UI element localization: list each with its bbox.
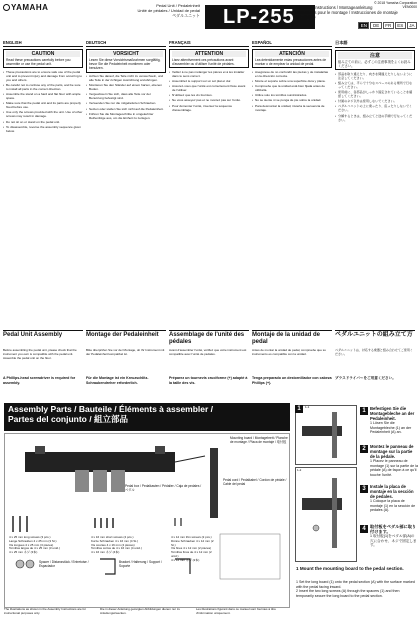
- caution-text: Read these precautions carefully before you assemble or use the pedal unit.: [6, 58, 71, 67]
- pedal-box-shape: [25, 452, 175, 472]
- parts-drawing: [5, 434, 291, 609]
- screw-line: Dünne Schrauben 4 x 12 mm (2 St.): [171, 538, 214, 547]
- screwdriver-note: A Phillips-head screwdriver is required for assembly.: [3, 376, 76, 385]
- screw-line: 4 x 25 mm ネジ (3本): [9, 550, 38, 555]
- spacer-shape: [26, 560, 34, 568]
- caution-bullet: • 使用前に、各部品がしっかり固定されていることを確認してください。: [335, 90, 415, 98]
- assembly-section-body: Bitte überprüfen Sie vor der Montage, ob Ihr Instrument mit der Pedaleinheit kompatibel ist.: [86, 348, 165, 356]
- footnote-de: Die in dieser Anleitung gezeigten Abbildungen dienen nur zu Anleitungszwecken.: [100, 607, 181, 615]
- spacer-shape: [16, 560, 24, 568]
- screw-line: Tornillos largos de 4 x 25 mm (3 unid.): [9, 546, 60, 551]
- lang-tab-es[interactable]: ES: [395, 22, 406, 29]
- screw-line: Vis courtes 4 x 16 mm (4 pièces): [91, 542, 135, 547]
- screwdriver-note: Tenga preparado un destornillador con cabeza Phillips (+).: [252, 376, 332, 385]
- step4-number: 4: [360, 525, 368, 533]
- column-language-heading: ENGLISH: [3, 40, 83, 47]
- subtitle-line: Pedal Unit / Pedaleinheit: [156, 3, 200, 8]
- cord-line: [175, 456, 205, 462]
- assembly-section-body: Before assembling the pedal unit, please check that the instrument you own is compatible with the pedal unit. Assemble the pedal unit on the floor.: [3, 348, 77, 360]
- lang-tab-fr[interactable]: FR: [383, 22, 394, 29]
- model-number: LP-255: [205, 5, 315, 29]
- lang-tab-en[interactable]: EN: [358, 22, 369, 29]
- pedal-cord-label: Pedal cord / Pedalkabel / Cordon de pédale / Cable del pedal: [223, 478, 287, 486]
- step1-1-figure: [295, 405, 357, 465]
- caution-box: [86, 49, 166, 73]
- caution-bullet: • Be careful not to confuse any of the parts, and be sure to install all parts in the correct direction.: [3, 83, 83, 91]
- pedal-middle: [93, 470, 107, 492]
- tuning-fork-icon: [3, 4, 10, 11]
- step1-2-figure: [295, 467, 357, 562]
- screwdriver-note: Préparez un tournevis cruciforme (+) adapté à la taille des vis.: [169, 376, 248, 385]
- step1-2-drawing: [296, 468, 358, 563]
- caution-title: ATTENTION: [172, 51, 246, 57]
- assembly-section-title: Assemblage de l'unité des pédales: [169, 330, 249, 346]
- step3-number: 3: [360, 485, 368, 493]
- step4-heading: 取付板をペダル部に取り付けます。: [370, 524, 417, 534]
- screwdriver-note: プラスドライバーをご用意ください。: [335, 376, 396, 380]
- mount-step-line: 2 Insert the two long screws (A) through the spacers (1) and then temporarily secure the long board to the pedal section.: [296, 589, 400, 598]
- caution-bullet: • Assemble the stand on a hard and flat floor with ample space.: [3, 92, 83, 100]
- column-language-heading: 日本語: [335, 40, 415, 48]
- caution-bullet: • Veillez à ne pas mélanger les pièces et à les installer dans le sens correct.: [169, 70, 249, 78]
- step2-number: 2: [360, 445, 368, 453]
- step1-2-label: 1-2: [297, 468, 302, 472]
- screw-line: 4 x 12 mm thin screws (2 pcs.): [171, 535, 212, 539]
- assembly-section-title: ペダルユニットの組み立て方: [335, 330, 415, 339]
- step1-instruction: 1 Lösen Sie die Montagebleche (1) an der Pedaleinheit (A) an.: [370, 421, 412, 435]
- screw-line: Tornillos cortos de 4 x 16 mm (4 unid.): [91, 546, 142, 551]
- title-line: Instructions pour le montage / Instrucciones de montaje: [295, 10, 398, 15]
- step2-heading: Montez le panneau de montage sur la partie de la pédale.: [370, 444, 414, 459]
- thin-screws-label: [171, 536, 219, 563]
- lang-tab-de[interactable]: DE: [370, 22, 381, 29]
- thin-screws: [175, 518, 181, 526]
- document-reference: [374, 1, 417, 9]
- pedal-foot-right: [155, 446, 165, 454]
- column-language-heading: FRANÇAIS: [169, 40, 249, 47]
- step2-text: [370, 444, 418, 477]
- caution-bullet: • To disassemble, reverse the assembly sequence given below.: [3, 125, 83, 133]
- bracket-shape: [100, 559, 115, 574]
- screw-line: Lange Schrauben 4 x 25 mm (3 St.): [9, 538, 57, 543]
- caution-bullet: • Setzen oder stellen Sie sich nicht auf die Pedaleinheit.: [86, 107, 166, 111]
- caution-bullet: • 付属のネジ以外は使用しないでください。: [335, 99, 415, 103]
- step4-text: [370, 524, 418, 548]
- caution-bullet: • Assemblez le support sur un sol plat et dur.: [169, 79, 249, 83]
- caution-box: [3, 49, 83, 68]
- screwdriver-note: Für die Montage ist ein Kreuzschlitz-Schraubendreher erforderlich.: [86, 376, 149, 385]
- subtitle-line: ペダルユニット: [172, 13, 200, 18]
- mounting-board-shape: [210, 448, 218, 518]
- long-board-inset: [220, 534, 280, 579]
- assembly-section-title: Montage der Pedaleinheit: [86, 330, 166, 339]
- language-tabs: [358, 22, 417, 29]
- caution-bullet: • Para desmontar la unidad, invierta la secuencia de montaje.: [252, 104, 332, 112]
- screw-line: Vis longues 4 x 25 mm (3 pièces): [9, 542, 54, 547]
- pedal-foot-left: [35, 446, 45, 454]
- screw-line: Kurze Schrauben 4 x 16 mm (4 St.): [91, 538, 139, 543]
- assembly-section-body: ペダルユニットは、対応する楽器と組み合わせてご使用ください。: [335, 348, 413, 356]
- column-1: [86, 40, 166, 120]
- caution-box: [169, 49, 249, 68]
- column-0: [3, 40, 83, 133]
- mount-step-text: [296, 580, 418, 598]
- caution-bullet: • Achten Sie darauf, die Teile nicht zu verwechseln, und alle Teile in der richtigen Ausrichtung anzubringen.: [86, 74, 166, 82]
- product-subtitles: [90, 3, 200, 18]
- column-2: [169, 40, 249, 112]
- caution-title: ATENCIÓN: [255, 51, 329, 57]
- step1-1-drawing: [296, 406, 358, 466]
- title-line: Assembly Instructions / Montageanleitung: [295, 5, 373, 10]
- assembly-section-title: Pedal Unit Assembly: [3, 330, 83, 339]
- lang-tab-ja[interactable]: JA: [407, 22, 417, 29]
- caution-bullet: • 組み立ては、平らで十分なスペースのある場所で行なってください。: [335, 81, 415, 89]
- caution-box: [335, 50, 415, 70]
- footnote-en: The illustrations as shown in the Assembly Instructions are for instructional purposes only.: [4, 607, 87, 615]
- step3-text: [370, 484, 418, 513]
- screw-line: 4 x 25 mm long screws (3 pcs.): [9, 535, 51, 539]
- parts-title-line: Assembly Parts / Bauteile / Éléments à assembler /: [8, 404, 214, 414]
- assembly-section-body: Avant d'assembler l'unité, vérifiez que votre instrument est compatible avec l'unité de pédales.: [169, 348, 247, 356]
- step4-instruction: 1 取付板(1)をペダル部(A)の穴に合わせ、ネジで固定します。: [370, 534, 417, 548]
- parts-illustration: [4, 433, 290, 608]
- column-language-heading: ESPAÑOL: [252, 40, 332, 47]
- parts-title: [4, 403, 290, 431]
- caution-bullet: • Monte el soporte sobre una superficie dura y plana.: [252, 79, 332, 83]
- spacer-label: Spacer / Distanzstück / Entretoise / Espaciador: [39, 560, 89, 568]
- logo-text: YAMAHA: [11, 3, 49, 12]
- caution-bullet: • Asegúrese de no confundir las piezas y de instalarlas en la dirección correcta.: [252, 70, 332, 78]
- screw-line: Vis fines 4 x 12 mm (2 pièces): [171, 546, 212, 551]
- step3-instruction: 1 Coloque la placa de montaje (1) en la sección de pedales (A).: [370, 499, 416, 513]
- caution-bullet: • Utilice solo los tornillos suministrados.: [252, 93, 332, 97]
- caution-text: Lesen Sie diese Vorsichtsmaßnahmen sorgfältig, bevor Sie die Pedaleinheit montieren oder benutzen.: [89, 58, 161, 71]
- step1-text: [370, 406, 418, 435]
- caution-bullet: • These precautions are to ensure safe use of the pedal unit and to prevent injury and damage from occurring to you and others.: [3, 70, 83, 82]
- caution-bullet: • Montieren Sie den Ständer auf einem harten, ebenen Boden.: [86, 83, 166, 91]
- pedal-box-label: Pedal box / Pedalkasten / Pédalier / Caja de pedales / ペダル: [125, 484, 202, 492]
- parts-title-line: Partes del conjunto / 組立部品: [8, 413, 128, 424]
- step1-1-label: 1-1: [305, 405, 310, 409]
- step1-number: 1: [295, 405, 303, 413]
- footnote-fr: Les illustrations figurant dans ce manuel sont fournies à titre d'information uniquement.: [196, 607, 276, 615]
- step1-header-number: 1: [360, 407, 368, 415]
- pedal-right: [111, 470, 125, 492]
- caution-bullet: • Führen Sie die Montageschritte in umgekehrter Reihenfolge aus, um die Einheit zu zerlegen.: [86, 112, 166, 120]
- screw-line: Tornillos finos de 4 x 12 mm (2 unid.): [171, 550, 212, 558]
- caution-bullet: • Ne vous asseyez pas et ne montez pas sur l'unité.: [169, 98, 249, 102]
- mount-step-title: 1 Mount the mounting board to the pedal section.: [296, 566, 404, 571]
- caution-bullet: • Vergewissern Sie sich, dass alle Teile vor der Benutzung befestigt sind.: [86, 92, 166, 100]
- assembly-section-body: Antes de montar la unidad de pedal, compruebe que su instrumento es compatible con la unidad.: [252, 348, 326, 356]
- bracket-label: Bracket / Halterung / Support / Soporte: [119, 560, 162, 568]
- step2-instruction: 1 Placez le panneau de montage (1) sur la partie de la pédale (A) de façon à ce qu'il touche l'unité.: [370, 459, 418, 477]
- docref-line: © 2018 Yamaha Corporation: [374, 1, 417, 5]
- screw-line: 4 x 12 mm ネジ (2本): [171, 557, 200, 562]
- caution-text: 組み立ての前に、必ずこの注意事項をよくお読みください。: [338, 60, 411, 69]
- assembly-section-title: Montaje de la unidad de pedal: [252, 330, 332, 346]
- subtitle-line: Unité de pédales / Unidad de pedal: [137, 8, 200, 13]
- caution-title: CAUTION: [6, 51, 80, 57]
- header: [0, 0, 420, 36]
- caution-bullet: • N'utilisez que les vis fournies.: [169, 93, 249, 97]
- caution-bullet: • 部品を取り違えたり、向きを間違えたりしないように注意してください。: [335, 72, 415, 80]
- step3-heading: Instale la placa de montaje en la sección de pedales.: [370, 484, 414, 499]
- caution-bullet: • Verwenden Sie nur die mitgelieferten Schrauben.: [86, 101, 166, 105]
- pedal-left: [75, 470, 89, 492]
- long-screws-label: [9, 536, 89, 555]
- long-screws: [13, 516, 27, 532]
- caution-bullet: • Pour démonter l'unité, inversez la séquence d'assemblage.: [169, 104, 249, 112]
- caution-bullet: • Do not sit on or stand on the pedal unit.: [3, 120, 83, 124]
- short-screws-label: [91, 536, 171, 555]
- caution-box: [252, 49, 332, 68]
- column-4: [335, 40, 415, 122]
- caution-bullet: • Use only the screws provided with the unit. Use of other screws may result in damage.: [3, 110, 83, 118]
- short-screws: [95, 518, 113, 528]
- mount-step-line: 1 Set the long board (1) onto the pedal section (A) with the surface marked with the pedal facing inward.: [296, 580, 415, 589]
- yamaha-logo: [3, 3, 48, 12]
- caution-text: Lisez attentivement ces précautions avant d'assembler ou d'utiliser l'unité de pédales.: [172, 58, 235, 67]
- caution-title: VORSICHT: [89, 51, 163, 57]
- docref-line: VEN0000: [402, 5, 417, 9]
- screw-line: 4 x 16 mm ネジ (4本): [91, 550, 120, 555]
- title-line: 組立説明書: [295, 15, 316, 20]
- caution-bullet: • Compruebe que la unidad está bien fijada antes de utilizarla.: [252, 84, 332, 92]
- column-language-heading: DEUTSCH: [86, 40, 166, 47]
- caution-bullet: • 分解するときは、組み立てと逆の手順で行なってください。: [335, 114, 415, 122]
- screw-line: 4 x 16 mm short screws (4 pcs.): [91, 535, 134, 539]
- step1-heading: Befestigen Sie die Montagebleche an der Pedaleinheit.: [370, 406, 415, 421]
- caution-bullet: • ペダルユニットの上に乗ったり、座ったりしないでください。: [335, 104, 415, 112]
- mounting-board-label: Mounting board / Montagebrett / Planche de montage / Placa de montaje / 取付板: [230, 436, 288, 444]
- caution-bullet: • Assurez-vous que l'unité est correctement fixée avant de l'utiliser.: [169, 84, 249, 92]
- caution-bullet: • No se siente ni se ponga de pie sobre la unidad.: [252, 98, 332, 102]
- caution-title: 注意: [338, 52, 412, 59]
- caution-text: Lea detenidamente estas precauciones antes de montar o de emplear la unidad de pedal.: [255, 58, 327, 67]
- caution-bullet: • Make sure that the pedal unit and its parts are properly fixed before use.: [3, 101, 83, 109]
- column-3: [252, 40, 332, 112]
